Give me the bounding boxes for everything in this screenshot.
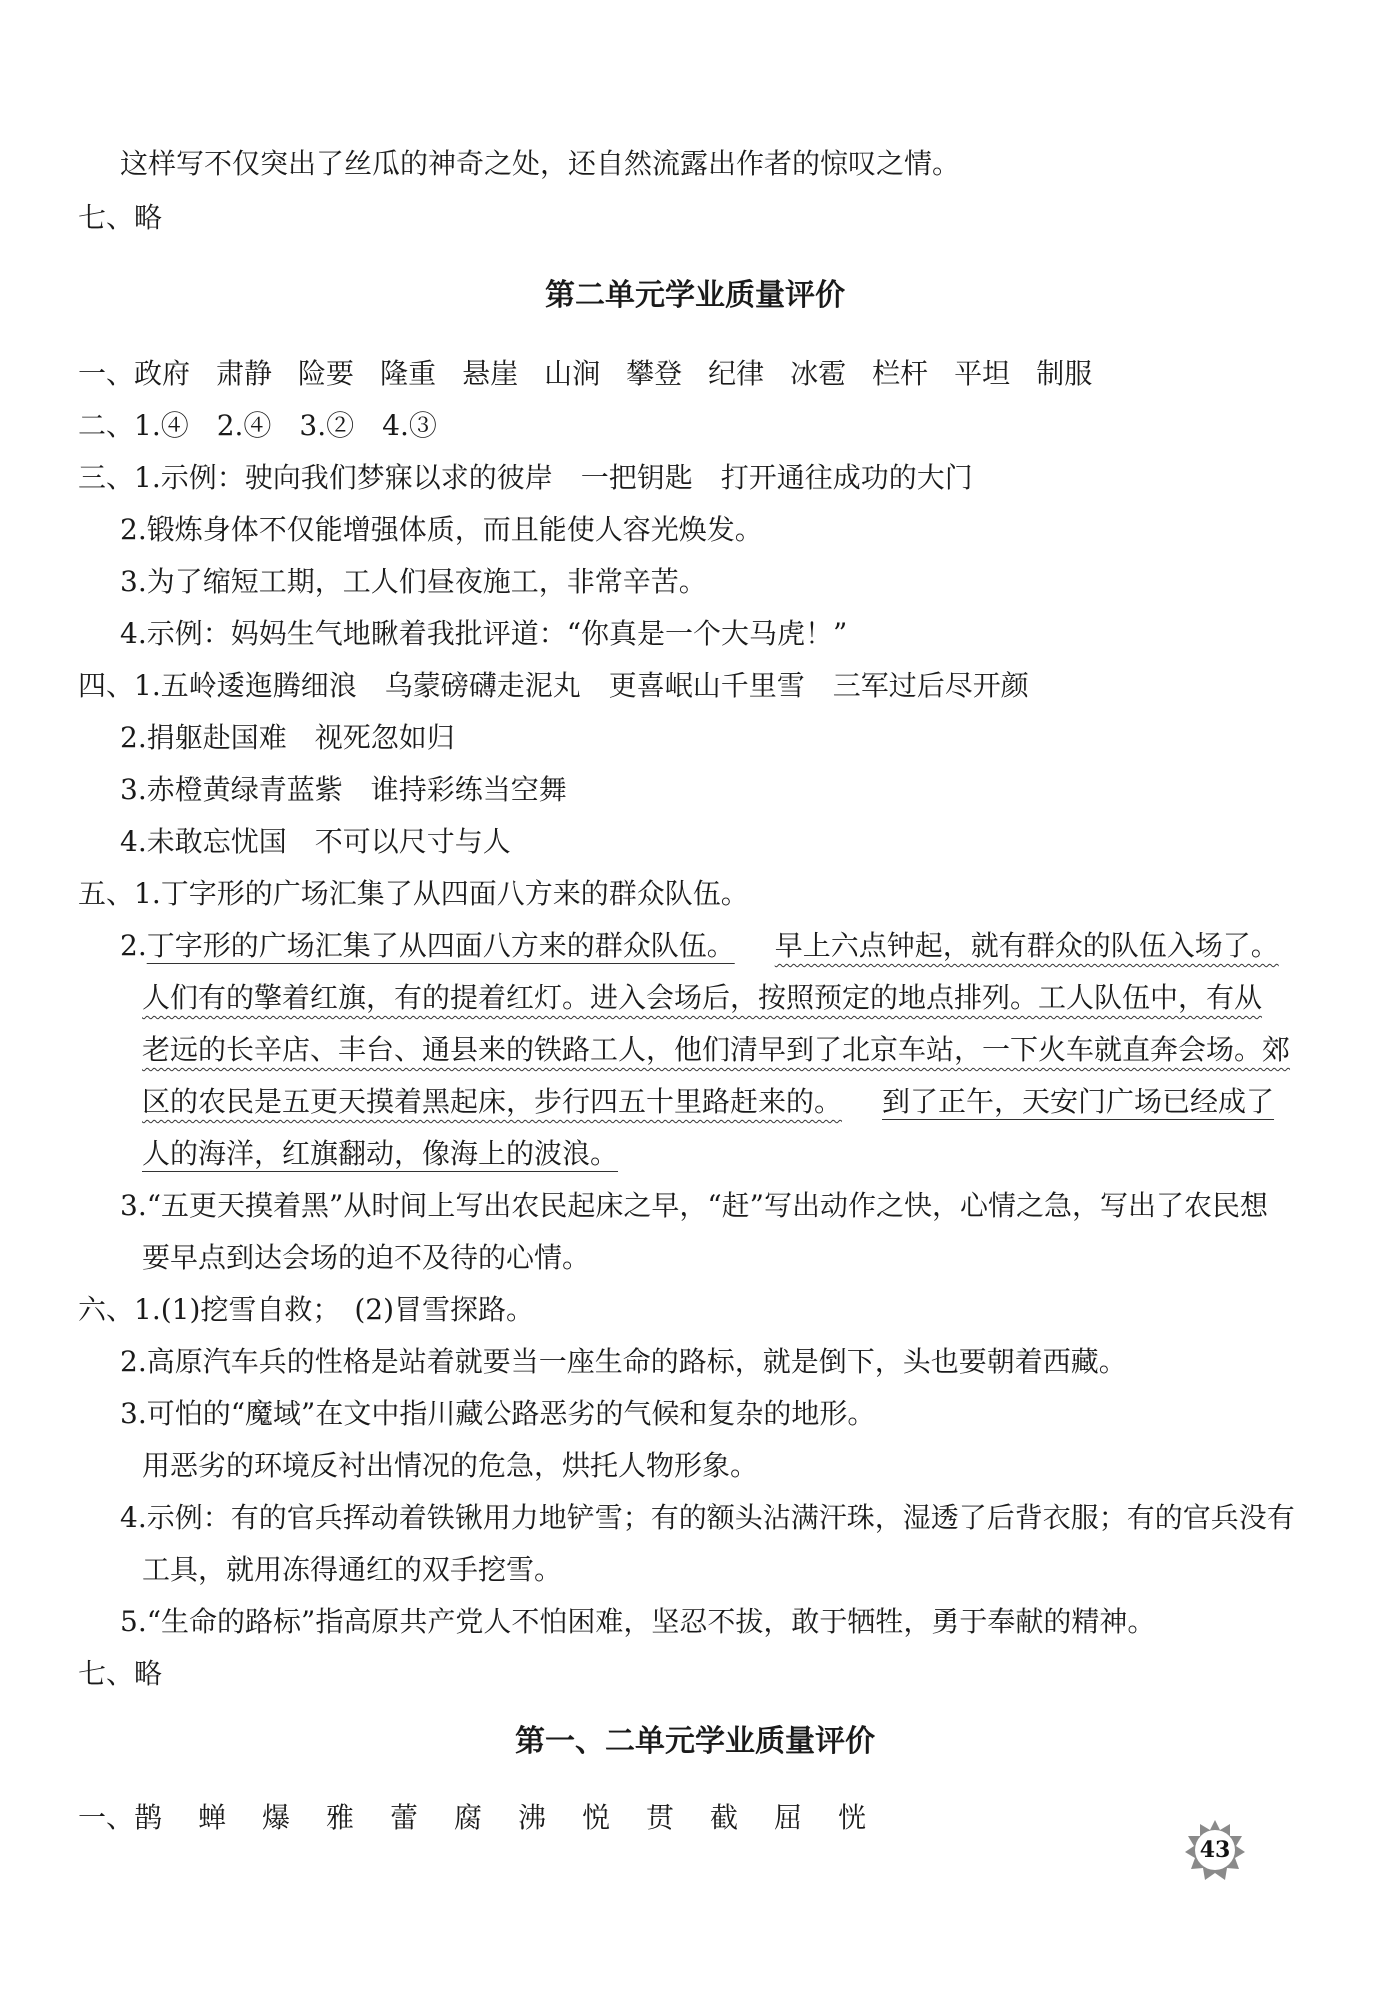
word: 肃静 — [216, 357, 273, 390]
annotated-line — [142, 1032, 1290, 1068]
char: 蕾 — [390, 1801, 419, 1834]
text-line: 七、略 — [78, 1657, 163, 1690]
q1-label: 一、 — [78, 357, 135, 390]
page-number: 43 — [1199, 1837, 1231, 1863]
text-line: 三、1.示例：驶向我们梦寐以求的彼岸 一把钥匙 打开通往成功的大门 — [78, 461, 973, 494]
underlined-text: 到了正午，天安门广场已经成了 — [882, 1085, 1275, 1118]
underlined-text: 丁字形的广场汇集了从四面八方来的群众队伍。 — [146, 929, 735, 962]
char: 屈 — [774, 1801, 803, 1834]
text-line: 用恶劣的环境反衬出情况的危急，烘托人物形象。 — [142, 1449, 759, 1482]
item-number: 2. — [120, 929, 147, 962]
page-number-badge — [1183, 1818, 1247, 1882]
text-line: 七、略 — [78, 201, 163, 234]
text-line: 六、1.(1)挖雪自救； (2)冒雪探路。 — [78, 1293, 535, 1326]
q1-label: 一、 — [78, 1801, 135, 1834]
text-line: 3.可怕的“魔域”在文中指川藏公路恶劣的气候和复杂的地形。 — [120, 1397, 876, 1430]
text-line: 3.赤橙黄绿青蓝紫 谁持彩练当空舞 — [120, 773, 567, 806]
text-line: 4.示例：有的官兵挥动着铁锹用力地铲雪；有的额头沾满汗珠，湿透了后背衣服；有的官兵没有 — [120, 1501, 1295, 1534]
word: 栏杆 — [872, 357, 929, 390]
wavy-underlined-text: 人们有的擎着红旗，有的提着红灯。进入会场后，按照预定的地点排列。工人队伍中，有从 — [142, 981, 1263, 1014]
text-line: 这样写不仅突出了丝瓜的神奇之处，还自然流露出作者的惊叹之情。 — [120, 147, 961, 180]
word: 山涧 — [544, 357, 601, 390]
text-line: 5.“生命的路标”指高原共产党人不怕困难，坚忍不拔，敢于牺牲，勇于奉献的精神。 — [120, 1605, 1156, 1638]
word: 隆重 — [380, 357, 437, 390]
annotated-line — [120, 928, 1279, 964]
word: 政府 — [134, 357, 191, 390]
text-line: 要早点到达会场的迫不及待的心情。 — [142, 1241, 591, 1274]
word: 纪律 — [708, 357, 765, 390]
word: 冰雹 — [790, 357, 847, 390]
char: 鹊 — [134, 1801, 163, 1834]
char: 恍 — [838, 1801, 867, 1834]
word: 险要 — [298, 357, 355, 390]
text-line: 二、1.④ 2.④ 3.② 4.③ — [78, 409, 437, 442]
section-title: 第二单元学业质量评价 — [545, 278, 845, 313]
char: 截 — [710, 1801, 739, 1834]
text-line: 工具，就用冻得通红的双手挖雪。 — [142, 1553, 563, 1586]
text-line: 五、1.丁字形的广场汇集了从四面八方来的群众队伍。 — [78, 877, 749, 910]
text-line: 3.“五更天摸着黑”从时间上写出农民起床之早，“赶”写出动作之快，心情之急，写出了农民想 — [120, 1189, 1268, 1222]
char: 腐 — [454, 1801, 483, 1834]
annotated-line — [142, 1084, 1274, 1120]
char: 蝉 — [198, 1801, 227, 1834]
word: 平坦 — [954, 357, 1011, 390]
q1-word-list — [78, 356, 1092, 392]
annotated-line — [142, 980, 1262, 1016]
wavy-underlined-text: 老远的长辛店、丰台、通县来的铁路工人，他们清早到了北京车站，一下火车就直奔会场。郊 — [142, 1033, 1291, 1066]
word: 攀登 — [626, 357, 683, 390]
char: 爆 — [262, 1801, 291, 1834]
char: 贯 — [646, 1801, 675, 1834]
text-line: 3.为了缩短工期，工人们昼夜施工，非常辛苦。 — [120, 565, 707, 598]
wavy-underlined-text: 区的农民是五更天摸着黑起床，步行四五十里路赶来的。 — [142, 1085, 843, 1118]
word: 悬崖 — [462, 357, 519, 390]
annotated-line — [142, 1136, 618, 1172]
char: 沸 — [518, 1801, 547, 1834]
underlined-text: 人的海洋，红旗翻动，像海上的波浪。 — [142, 1137, 619, 1170]
q1-char-list — [78, 1800, 902, 1836]
char: 雅 — [326, 1801, 355, 1834]
text-line: 2.高原汽车兵的性格是站着就要当一座生命的路标，就是倒下，头也要朝着西藏。 — [120, 1345, 1127, 1378]
char: 悦 — [582, 1801, 611, 1834]
text-line: 4.未敢忘忧国 不可以尺寸与人 — [120, 825, 511, 858]
word: 制服 — [1036, 357, 1093, 390]
text-line: 4.示例：妈妈生气地瞅着我批评道：“你真是一个大马虎！” — [120, 617, 848, 650]
text-line: 四、1.五岭逶迤腾细浪 乌蒙磅礴走泥丸 更喜岷山千里雪 三军过后尽开颜 — [78, 669, 1029, 702]
text-line: 2.捐躯赴国难 视死忽如归 — [120, 721, 455, 754]
section-title: 第一、二单元学业质量评价 — [515, 1724, 875, 1759]
wavy-underlined-text: 早上六点钟起，就有群众的队伍入场了。 — [774, 929, 1279, 962]
text-line: 2.锻炼身体不仅能增强体质，而且能使人容光焕发。 — [120, 513, 763, 546]
